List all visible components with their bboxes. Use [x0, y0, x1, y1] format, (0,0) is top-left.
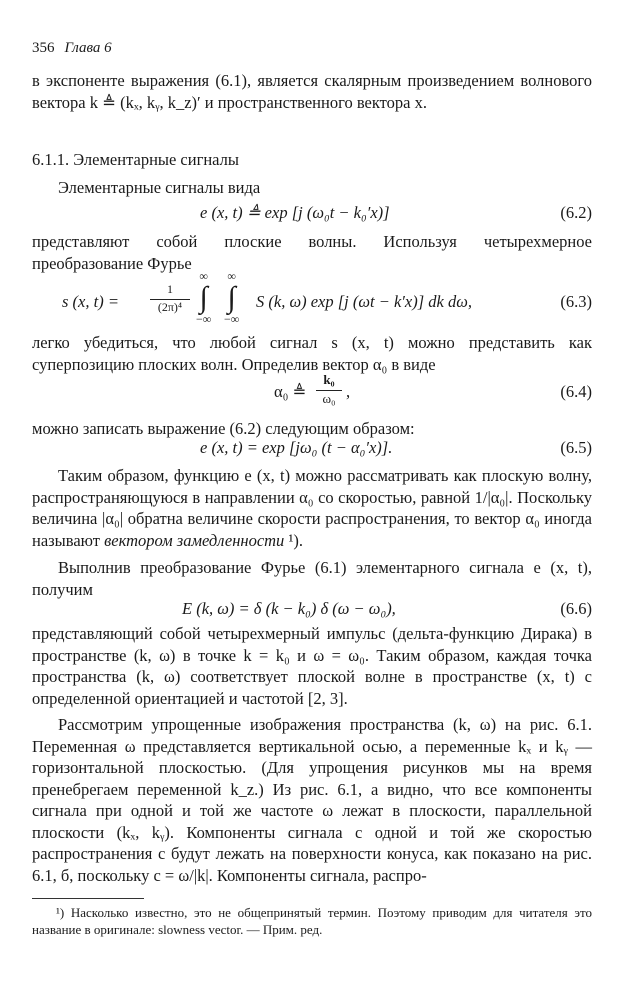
equation-6-5 — [32, 438, 592, 460]
footnote: ¹) Насколько известно, это не общепринятый термин. Поэтому приводим для читателя это название в оригинале: slowness vector. — Прим. ред. — [32, 905, 592, 937]
equation-number: (6.3) — [560, 292, 592, 311]
page-header — [32, 40, 112, 57]
equation-6-2 — [32, 203, 592, 225]
fraction-numerator: 1 — [167, 282, 173, 296]
italic-term: вектором замедленности — [104, 530, 285, 550]
equation-6-3 — [32, 269, 592, 326]
equation-6-4: α₀ ≜ k₀ ω₀ , (6.4) — [274, 372, 592, 406]
equation-number: (6.2) — [560, 203, 592, 222]
equation-body: e (x, t) = exp [jω₀ (t − α₀′x)]. — [200, 438, 393, 457]
chapter-label: Глава 6 — [64, 40, 112, 56]
equation-rhs: S (k, ω) exp [j (ωt − k′x)] dk dω, — [256, 292, 472, 311]
equation-number: (6.5) — [560, 438, 592, 457]
equation-body: e (x, t) ≜ exp [j (ω₀t − k₀′x)] — [200, 203, 390, 222]
equation-lhs: s (x, t) = — [62, 292, 119, 311]
equation-body: E (k, ω) = δ (k − k₀) δ (ω − ω₀), — [182, 599, 396, 618]
equation-lhs: α₀ ≜ — [274, 382, 307, 401]
paragraph-6: Таким образом, функцию e (x, t) можно рассматривать как плоскую волну, распространяющуюся в направлении α₀ со скоростью, равной 1/|α₀|. Поскольку величина |α₀| обратна величине скорости распространения, то вектор α₀ иногда называют вектором замедленности ¹). — [32, 466, 592, 550]
paragraph-4: легко убедиться, что любой сигнал s (x, t) можно представить как суперпозицию плоских волн. Определив вектор α₀ в виде — [32, 333, 592, 374]
paragraph-5: можно записать выражение (6.2) следующим образом: — [32, 419, 415, 438]
integral-2: ∞ ∫ −∞ — [224, 269, 240, 326]
footnote-rule — [32, 898, 144, 899]
fraction-denominator: ω₀ — [322, 391, 336, 406]
equation-number: (6.4) — [560, 382, 592, 401]
paragraph-1: в экспоненте выражения (6.1), является скалярным произведением волнового вектора k ≜ (kₓ, kᵧ, k_z)′ и пространственного вектора x. — [32, 71, 592, 112]
paragraph-3: представляют собой плоские волны. Используя четырехмерное преобразование Фурье — [32, 232, 592, 273]
paragraph-9: Рассмотрим упрощенные изображения пространства (k, ω) на рис. 6.1. Переменная ω представляется вертикальной осью, а переменные kₓ и kᵧ — горизонтальной плоскостью. (Для упрощения рисунков мы на время пренебрегаем переменной k_z.) Из рис. 6.1, а видно, что все компоненты сигнала при одной и той же частоте ω лежат в плоскости, параллельной плоскости (kₓ, kᵧ). Компоненты сигнала с одной и той же скоростью распространения c будут лежать на поверхности конуса, как показано на рис. 6.1, б, поскольку c = ω/|k|. Компоненты сигнала, распро- — [32, 715, 592, 885]
fraction-numerator: k₀ — [323, 372, 335, 387]
fraction-denominator: (2π)⁴ — [157, 300, 183, 314]
equation-6-6 — [32, 599, 592, 621]
paragraph-2: Элементарные сигналы вида — [58, 178, 261, 197]
integral-1: ∞ ∫ −∞ — [196, 269, 212, 326]
footnote-ref: ¹). — [288, 530, 304, 550]
paragraph-7: Выполнив преобразование Фурье (6.1) элементарного сигнала e (x, t), получим — [32, 558, 592, 599]
equation-number: (6.6) — [560, 599, 592, 618]
paragraph-8: представляющий собой четырехмерный импульс (дельта-функцию Дирака) в пространстве (k, ω) в точке k = k₀ и ω = ω₀. Таким образом, каждая точка пространства (k, ω) соответствует плоской волне в пространстве (x, t) с определенной ориентацией и частотой [2, 3]. — [32, 624, 592, 708]
page-number: 356 — [32, 40, 55, 56]
section-title: 6.1.1. Элементарные сигналы — [32, 150, 239, 169]
